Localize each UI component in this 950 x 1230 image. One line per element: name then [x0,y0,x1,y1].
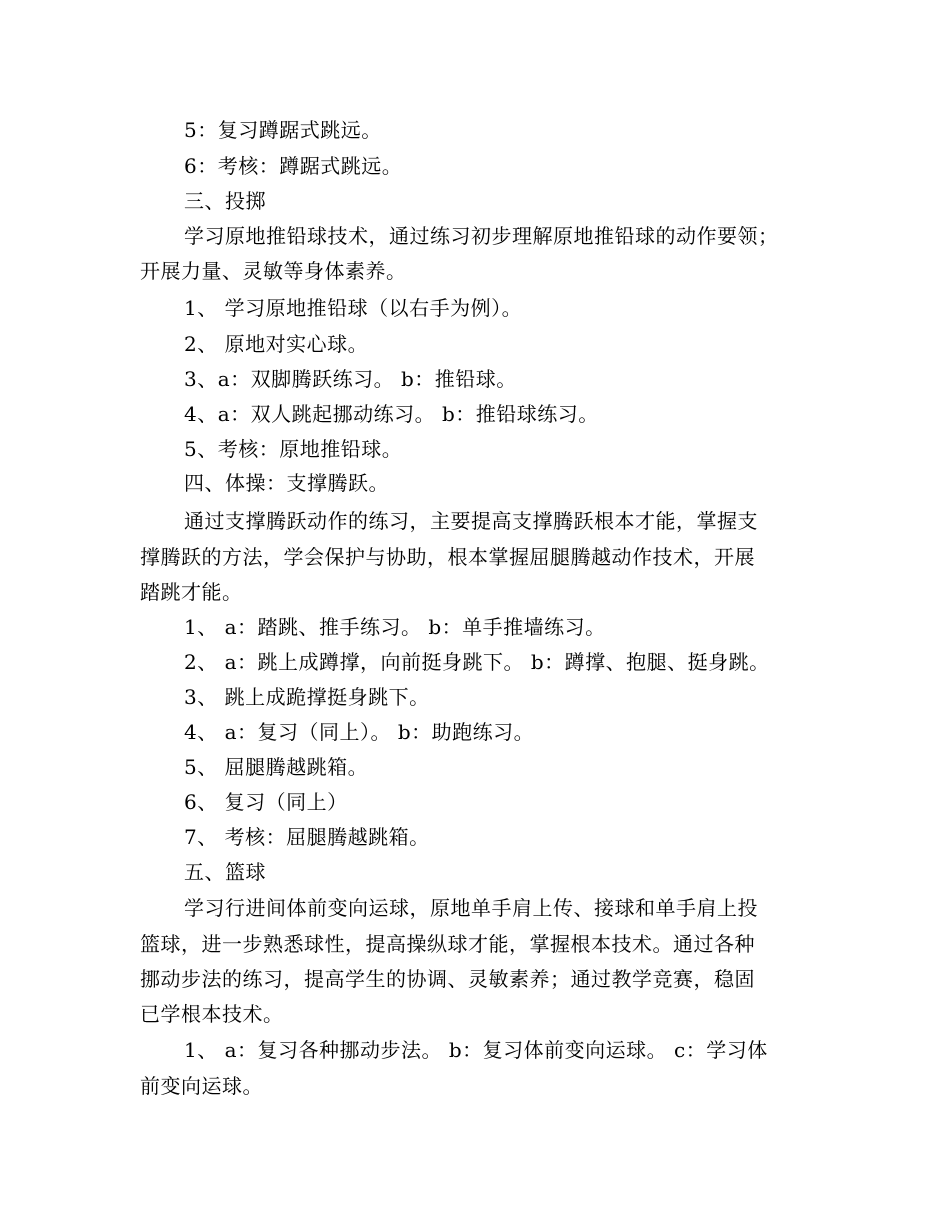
list-item: 1、 学习原地推铅球（以右手为例）。 [184,296,523,320]
list-item: 1、 a：踏跳、推手练习。 b：单手推墙练习。 [184,615,606,639]
paragraph-line: 挪动步法的练习，提高学生的协调、灵敏素养；通过教学竞赛，稳固 [140,967,755,991]
section-heading: 四、体操：支撑腾跃。 [184,471,389,495]
list-item: 7、 考核：屈腿腾越跳箱。 [184,825,430,849]
section-heading: 五、篮球 [184,860,266,884]
list-item: 1、 a：复习各种挪动步法。 b：复习体前变向运球。 c：学习体 [184,1038,768,1062]
list-item: 5、 屈腿腾越跳箱。 [184,755,369,779]
list-item: 前变向运球。 [140,1074,263,1098]
text-line: 5：复习蹲踞式跳远。 [184,118,382,142]
list-item: 3、 跳上成跪撑挺身跳下。 [184,685,430,709]
paragraph-line: 撑腾跃的方法，学会保护与协助，根本掌握屈腿腾越动作技术，开展 [140,545,755,569]
list-item: 4、 a：复习（同上）。 b：助跑练习。 [184,720,535,744]
list-item: 2、 原地对实心球。 [184,332,369,356]
paragraph-line: 学习行进间体前变向运球，原地单手肩上传、接球和单手肩上投 [184,896,758,920]
list-item: 4、a：双人跳起挪动练习。 b：推铅球练习。 [184,402,599,426]
list-item: 3、a：双脚腾跃练习。 b：推铅球。 [184,367,517,391]
section-heading: 三、投掷 [184,189,266,213]
text-line: 6：考核：蹲踞式跳远。 [184,154,403,178]
paragraph-line: 踏跳才能。 [140,580,243,604]
paragraph-line: 通过支撑腾跃动作的练习，主要提高支撑腾跃根本才能，掌握支 [184,509,758,533]
paragraph-line: 已学根本技术。 [140,1002,284,1026]
paragraph-line: 开展力量、灵敏等身体素养。 [140,259,407,283]
list-item: 6、 复习（同上） [184,790,348,814]
paragraph-line: 篮球，进一步熟悉球性，提高操纵球才能，掌握根本技术。通过各种 [140,932,755,956]
paragraph-line: 学习原地推铅球技术，通过练习初步理解原地推铅球的动作要领； [184,224,779,248]
list-item: 2、 a：跳上成蹲撑，向前挺身跳下。 b：蹲撑、抱腿、挺身跳。 [184,650,770,674]
list-item: 5、考核：原地推铅球。 [184,437,403,461]
